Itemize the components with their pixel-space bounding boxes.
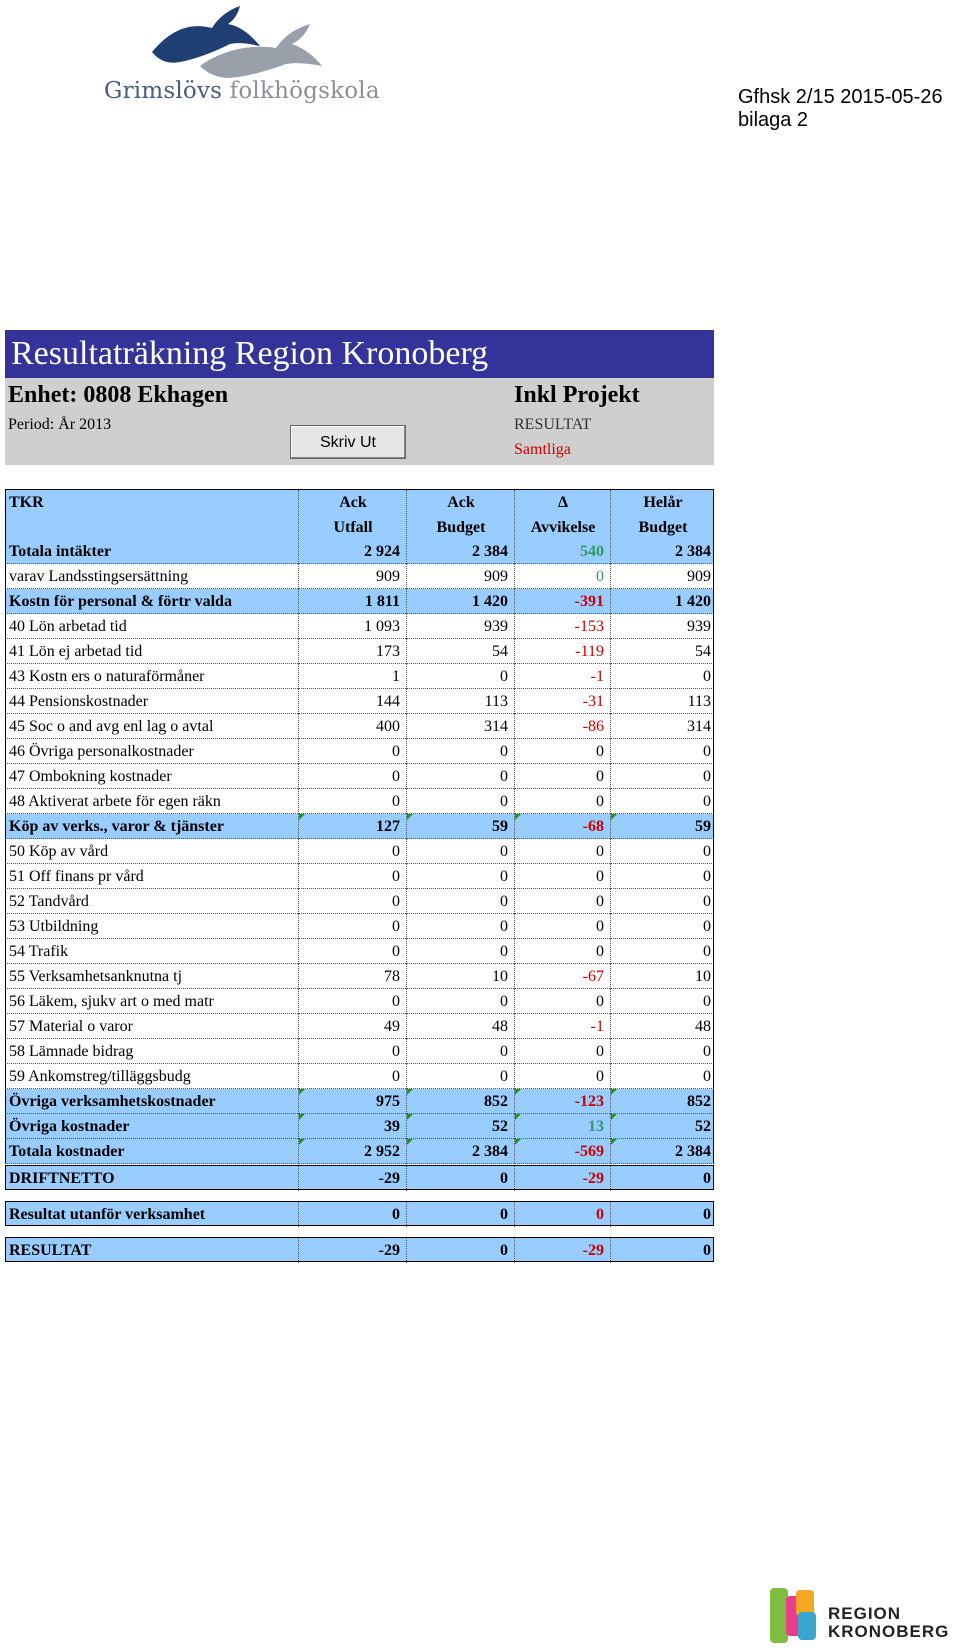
row-label: 58 Lämnade bidrag (6, 1039, 299, 1064)
cell-avvikelse: 0 (515, 764, 611, 789)
summary-row (5, 1237, 714, 1262)
table-row (5, 1114, 714, 1139)
cell-marker-icon (299, 1114, 305, 1120)
cell-helar-budget: 0 (703, 793, 711, 810)
cell-marker-icon (407, 1114, 413, 1120)
cell-ack-utfall: 2 952 (299, 1139, 407, 1164)
cell-helar-budget: 59 (611, 814, 715, 839)
cell-marker-icon (515, 1139, 521, 1145)
cell-ack-budget: 0 (407, 739, 515, 764)
cell-ack-utfall: 144 (299, 689, 407, 714)
cell-helar-budget: 2 384 (675, 543, 711, 560)
cell-avvikelse: -391 (515, 589, 611, 614)
cell-ack-budget: 0 (407, 1039, 515, 1064)
cell-ack-utfall: 2 924 (299, 539, 407, 564)
cell-marker-icon (299, 1089, 305, 1095)
cell-ack-utfall: 0 (299, 839, 407, 864)
row-label: Övriga kostnader (6, 1114, 299, 1139)
document-reference-line1: Gfhsk 2/15 2015-05-26 (738, 86, 943, 108)
table-row (5, 589, 714, 614)
row-label: 46 Övriga personalkostnader (6, 739, 299, 764)
cell-ack-utfall: 0 (299, 789, 407, 814)
document-reference (738, 86, 943, 132)
cell-ack-utfall: 78 (299, 964, 407, 989)
cell-marker-icon (515, 1114, 521, 1120)
cell-ack-utfall: 1 093 (299, 614, 407, 639)
cell-avvikelse: 0 (515, 1039, 611, 1064)
cell-avvikelse: 13 (515, 1114, 611, 1139)
cell-ack-budget: 10 (407, 964, 515, 989)
cell-avvikelse: -86 (515, 714, 611, 739)
cell-ack-budget: 0 (407, 839, 515, 864)
header-delta-1: Δ (557, 494, 569, 511)
cell-ack-budget: 0 (407, 1202, 515, 1227)
cell-marker-icon (515, 1089, 521, 1095)
summary-label: RESULTAT (6, 1238, 299, 1263)
cell-ack-utfall: 975 (299, 1089, 407, 1114)
cell-ack-utfall: 0 (299, 864, 407, 889)
print-button[interactable]: Skriv Ut (290, 425, 406, 459)
table-row (5, 789, 714, 814)
cell-helar-budget: 0 (703, 743, 711, 760)
unit-label: Enhet: 0808 Ekhagen (8, 382, 229, 408)
cell-ack-budget: 52 (407, 1114, 515, 1139)
table-row (5, 539, 714, 564)
report-title: Resultaträkning Region Kronoberg (5, 330, 714, 378)
cell-avvikelse: -31 (515, 689, 611, 714)
cell-marker-icon (611, 1114, 617, 1120)
header-ack-budget-2: Budget (436, 519, 486, 536)
cell-ack-budget: 48 (407, 1014, 515, 1039)
cell-avvikelse: 0 (515, 739, 611, 764)
cell-ack-utfall: 909 (299, 564, 407, 589)
cell-ack-budget: 0 (407, 764, 515, 789)
row-label: 41 Lön ej arbetad tid (6, 639, 299, 664)
logo-wordmark: Grimslövs folkhögskola (104, 78, 380, 104)
row-label: 44 Pensionskostnader (6, 689, 299, 714)
row-label: 59 Ankomstreg/tilläggsbudg (6, 1064, 299, 1089)
row-label: 53 Utbildning (6, 914, 299, 939)
cell-ack-utfall: 0 (299, 889, 407, 914)
row-label: 56 Läkem, sjukv art o med matr (6, 989, 299, 1014)
cell-ack-budget: 2 384 (407, 1139, 515, 1164)
row-label: 55 Verksamhetsanknutna tj (6, 964, 299, 989)
cell-helar-budget: 314 (687, 718, 711, 735)
row-label: Övriga verksamhetskostnader (6, 1089, 299, 1114)
cell-avvikelse: -119 (515, 639, 611, 664)
cell-marker-icon (299, 1139, 305, 1145)
table-row (5, 939, 714, 964)
cell-marker-icon (407, 1089, 413, 1095)
cell-helar-budget: 2 384 (611, 1139, 715, 1164)
summary-label: DRIFTNETTO (6, 1166, 299, 1191)
scope-label: Inkl Projekt (514, 382, 640, 408)
cell-avvikelse: 0 (515, 989, 611, 1014)
cell-ack-utfall: 0 (299, 764, 407, 789)
header-tkr: TKR (9, 494, 44, 511)
cell-avvikelse: 0 (515, 914, 611, 939)
cell-ack-budget: 0 (407, 889, 515, 914)
cell-marker-icon (515, 814, 521, 820)
cell-avvikelse: 0 (515, 564, 611, 589)
table-row (5, 664, 714, 689)
summary-label: Resultat utanför verksamhet (6, 1202, 299, 1227)
cell-avvikelse: 0 (515, 1202, 611, 1227)
cell-avvikelse: -1 (515, 1014, 611, 1039)
cell-ack-utfall: 0 (299, 914, 407, 939)
cell-ack-utfall: 0 (299, 989, 407, 1014)
cell-avvikelse: -29 (515, 1166, 611, 1191)
cell-helar-budget: 113 (687, 693, 711, 710)
row-label: 43 Kostn ers o naturaförmåner (6, 664, 299, 689)
cell-ack-budget: 0 (407, 864, 515, 889)
cell-ack-utfall: 400 (299, 714, 407, 739)
row-label: Kostn för personal & förtr valda (6, 589, 299, 614)
cell-ack-utfall: 0 (299, 1202, 407, 1227)
cell-ack-utfall: -29 (299, 1166, 407, 1191)
row-label: 57 Material o varor (6, 1014, 299, 1039)
cell-helar-budget: 0 (703, 993, 711, 1010)
cell-helar-budget: 0 (703, 768, 711, 785)
table-row (5, 764, 714, 789)
cell-helar-budget: 0 (703, 1242, 711, 1259)
table-row (5, 1039, 714, 1064)
row-label: Totala intäkter (6, 539, 299, 564)
row-label: Totala kostnader (6, 1139, 299, 1164)
row-label: 51 Off finans pr vård (6, 864, 299, 889)
cell-avvikelse: 0 (515, 839, 611, 864)
cell-ack-utfall: 173 (299, 639, 407, 664)
table-row (5, 739, 714, 764)
cell-helar-budget: 939 (687, 618, 711, 635)
cell-ack-utfall: 0 (299, 1039, 407, 1064)
filter-label: Samtliga (514, 441, 571, 458)
cell-ack-budget: 0 (407, 789, 515, 814)
period-label: Period: År 2013 (8, 416, 112, 433)
cell-helar-budget: 0 (703, 893, 711, 910)
cell-marker-icon (611, 1139, 617, 1145)
row-label: 54 Trafik (6, 939, 299, 964)
cell-helar-budget: 0 (703, 1043, 711, 1060)
cell-ack-budget: 0 (407, 1166, 515, 1191)
table-row (5, 864, 714, 889)
header-helar-1: Helår (643, 494, 683, 511)
header-ack-budget-1: Ack (447, 494, 475, 511)
cell-helar-budget: 52 (611, 1114, 715, 1139)
cell-helar-budget: 0 (703, 668, 711, 685)
row-label: varav Landsstingsersättning (6, 564, 299, 589)
cell-ack-utfall: 0 (299, 739, 407, 764)
cell-marker-icon (299, 814, 305, 820)
cell-avvikelse: -29 (515, 1238, 611, 1263)
cell-helar-budget: 0 (703, 918, 711, 935)
row-label: 45 Soc o and avg enl lag o avtal (6, 714, 299, 739)
cell-helar-budget: 0 (703, 1170, 711, 1187)
cell-ack-budget: 0 (407, 939, 515, 964)
table-row (5, 1064, 714, 1089)
table-row (5, 964, 714, 989)
cell-ack-utfall: 127 (299, 814, 407, 839)
cell-avvikelse: -68 (515, 814, 611, 839)
table-row (5, 889, 714, 914)
header-ack-utfall-1: Ack (339, 494, 367, 511)
table-row (5, 839, 714, 864)
table-row (5, 1139, 714, 1164)
summary-row (5, 1165, 714, 1190)
cell-helar-budget: 909 (687, 568, 711, 585)
table-row (5, 639, 714, 664)
region-kronoberg-logo-icon (770, 1588, 822, 1643)
table-row (5, 689, 714, 714)
cell-ack-utfall: 1 811 (299, 589, 407, 614)
cell-helar-budget: 0 (703, 1206, 711, 1223)
cell-avvikelse: 0 (515, 939, 611, 964)
cell-avvikelse: -67 (515, 964, 611, 989)
region-kronoberg-wordmark: REGION KRONOBERG (828, 1604, 950, 1641)
cell-ack-utfall: 0 (299, 1064, 407, 1089)
cell-marker-icon (611, 1089, 617, 1095)
document-reference-line2: bilaga 2 (738, 109, 809, 131)
row-label: 48 Aktiverat arbete för egen räkn (6, 789, 299, 814)
cell-ack-budget: 2 384 (407, 539, 515, 564)
cell-ack-budget: 939 (407, 614, 515, 639)
cell-ack-utfall: -29 (299, 1238, 407, 1263)
header-ack-utfall-2: Utfall (333, 519, 373, 536)
cell-ack-utfall: 0 (299, 939, 407, 964)
cell-ack-budget: 852 (407, 1089, 515, 1114)
cell-ack-budget: 113 (407, 689, 515, 714)
row-label: 47 Ombokning kostnader (6, 764, 299, 789)
mode-label: RESULTAT (514, 416, 592, 433)
cell-ack-budget: 0 (407, 664, 515, 689)
cell-avvikelse: -153 (515, 614, 611, 639)
cell-helar-budget: 0 (703, 1068, 711, 1085)
cell-avvikelse: 0 (515, 789, 611, 814)
cell-ack-budget: 909 (407, 564, 515, 589)
row-label: Köp av verks., varor & tjänster (6, 814, 299, 839)
cell-helar-budget: 0 (703, 943, 711, 960)
row-label: 52 Tandvård (6, 889, 299, 914)
row-label: 40 Lön arbetad tid (6, 614, 299, 639)
cell-ack-budget: 314 (407, 714, 515, 739)
cell-ack-utfall: 1 (299, 664, 407, 689)
table-row (5, 564, 714, 589)
table-header (5, 489, 714, 539)
cell-ack-budget: 59 (407, 814, 515, 839)
cell-helar-budget: 48 (695, 1018, 711, 1035)
cell-marker-icon (407, 1139, 413, 1145)
cell-ack-budget: 1 420 (407, 589, 515, 614)
summary-row (5, 1201, 714, 1226)
table-row (5, 714, 714, 739)
cell-avvikelse: 0 (515, 889, 611, 914)
header-delta-2: Avvikelse (530, 519, 596, 536)
cell-ack-budget: 0 (407, 989, 515, 1014)
cell-avvikelse: -1 (515, 664, 611, 689)
cell-helar-budget: 852 (611, 1089, 715, 1114)
table-row (5, 914, 714, 939)
row-label: 50 Köp av vård (6, 839, 299, 864)
table-row (5, 989, 714, 1014)
cell-ack-budget: 0 (407, 1064, 515, 1089)
cell-helar-budget: 0 (703, 843, 711, 860)
cell-avvikelse: -569 (515, 1139, 611, 1164)
table-row (5, 1089, 714, 1114)
table-row (5, 614, 714, 639)
header-helar-2: Budget (638, 519, 688, 536)
cell-avvikelse: 0 (515, 1064, 611, 1089)
cell-avvikelse: -123 (515, 1089, 611, 1114)
cell-helar-budget: 10 (695, 968, 711, 985)
cell-ack-utfall: 39 (299, 1114, 407, 1139)
cell-ack-budget: 0 (407, 914, 515, 939)
cell-marker-icon (407, 814, 413, 820)
cell-ack-budget: 0 (407, 1238, 515, 1263)
table-row (5, 814, 714, 839)
cell-avvikelse: 540 (515, 539, 611, 564)
cell-marker-icon (611, 814, 617, 820)
cell-helar-budget: 0 (703, 868, 711, 885)
cell-ack-utfall: 49 (299, 1014, 407, 1039)
table-row (5, 1014, 714, 1039)
cell-helar-budget: 1 420 (675, 593, 711, 610)
cell-avvikelse: 0 (515, 864, 611, 889)
cell-helar-budget: 54 (695, 643, 711, 660)
cell-ack-budget: 54 (407, 639, 515, 664)
